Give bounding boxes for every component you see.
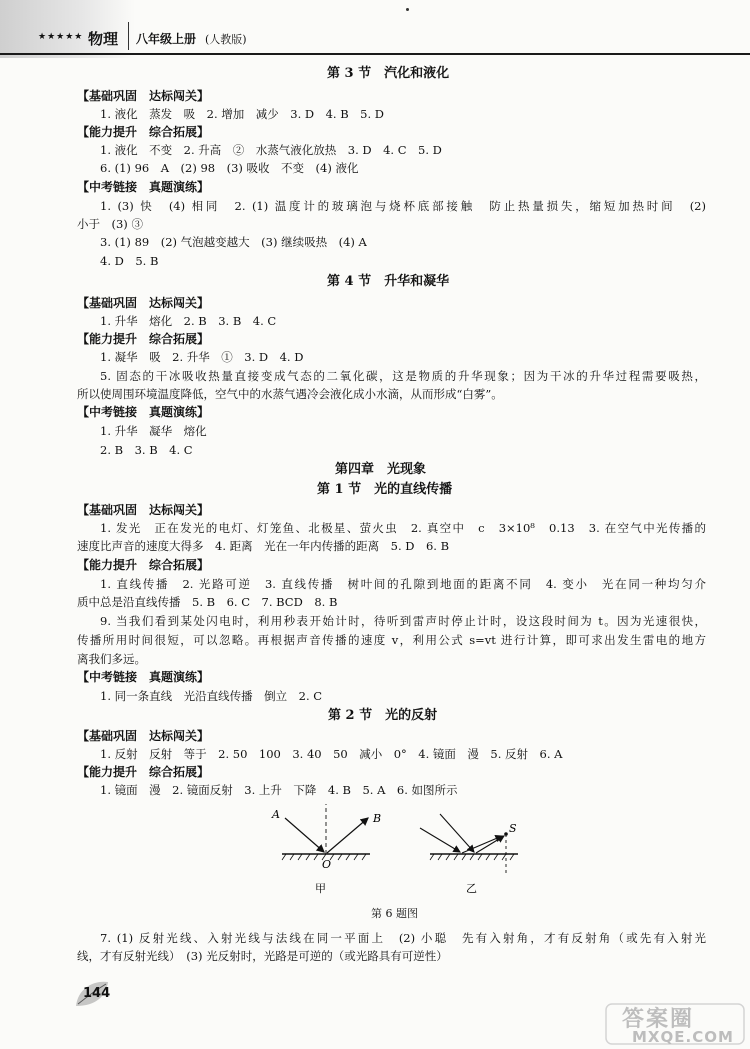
- mirror-hatching: [430, 854, 514, 860]
- answer-line: 2. B 3. B 4. C: [100, 443, 193, 457]
- header-rule: [0, 53, 750, 55]
- section-title: 第 2 节 光的反射: [328, 708, 438, 723]
- answer-line: 1. 液化 不变 2. 升高 ② 水蒸气液化放热 3. D 4. C 5. D: [100, 143, 442, 157]
- subsection-tag: 【基础巩固 达标闯关】: [77, 296, 210, 310]
- label-b: B: [373, 812, 382, 825]
- header-divider: [128, 22, 129, 50]
- answer-line: 1. 升华 凝华 熔化: [100, 424, 207, 438]
- subsection-tag: 【基础巩固 达标闯关】: [77, 729, 210, 743]
- answer-line: 1. 镜面 漫 2. 镜面反射 3. 上升 下降 4. B 5. A 6. 如图所示: [100, 783, 458, 797]
- answer-line: 离我们多远。: [77, 652, 146, 666]
- diagram-jia: [271, 804, 381, 895]
- answer-line: 1. 发光 正在发光的电灯、灯笼鱼、北极星、萤火虫 2. 真空中 c 3×10⁸ 0.13 3. 在空气中光传播的: [100, 521, 706, 535]
- answer-line: 6. (1) 96 A (2) 98 (3) 吸收 不变 (4) 液化: [100, 161, 359, 175]
- page-header: [0, 0, 750, 58]
- point-s: [504, 832, 508, 836]
- answer-line: 1. 凝华 吸 2. 升华 ① 3. D 4. D: [100, 350, 304, 364]
- answer-line: 线，才有反射光线） (3) 光反射时，光路是可逆的（或光路具有可逆性）: [77, 949, 448, 963]
- incident-ray: [440, 814, 474, 852]
- incident-ray: [285, 818, 324, 852]
- label-s: S: [509, 822, 517, 835]
- answer-line: 3. (1) 89 (2) 气泡越变越大 (3) 继续吸热 (4) A: [100, 235, 367, 249]
- answer-line: 5. 固态的干冰吸收热量直接变成气态的二氧化碳，这是物质的升华现象；因为干冰的升华过程需要吸热，: [100, 369, 706, 383]
- reflection-figure: [270, 800, 530, 900]
- answer-line: 质中总是沿直线传播 5. B 6. C 7. BCD 8. B: [77, 595, 338, 609]
- figure-caption: 第 6 题图: [371, 907, 418, 920]
- reflected-ray: [327, 818, 368, 853]
- header-dot: [406, 8, 409, 11]
- answer-line: 1. (3) 快 (4) 相同 2. (1) 温度计的玻璃泡与烧杯底部接触 防止热量损失，缩短加热时间 (2): [100, 199, 706, 213]
- label-o: O: [322, 858, 332, 871]
- label-yi: 乙: [466, 882, 477, 895]
- answer-line: 小于 (3) ③: [77, 217, 143, 231]
- subsection-tag: 【中考链接 真题演练】: [77, 180, 210, 194]
- label-jia: 甲: [315, 882, 326, 895]
- watermark-bottom-text: MXQE.COM: [632, 1028, 734, 1046]
- answer-line: 传播所用时间很短，可以忽略。再根据声音传播的速度 v，利用公式 s=vt 进行计算，即可求出发生雷电的地方: [77, 633, 706, 647]
- answer-line: 速度比声音的速度大得多 4. 距离 光在一年内传播的距离 5. D 6. B: [77, 539, 450, 553]
- subsection-tag: 【能力提升 综合拓展】: [77, 765, 210, 779]
- answer-line: 1. 液化 蒸发 吸 2. 增加 减少 3. D 4. B 5. D: [100, 107, 385, 121]
- answer-line: 1. 同一条直线 光沿直线传播 倒立 2. C: [100, 689, 323, 703]
- answer-line: 9. 当我们看到某处闪电时，利用秒表开始计时，待听到雷声时停止计时，设这段时间为 t。因为光速很快，: [100, 614, 706, 628]
- subsection-tag: 【中考链接 真题演练】: [77, 670, 210, 684]
- subsection-tag: 【能力提升 综合拓展】: [77, 125, 210, 139]
- watermark-top-text: 答案圈: [622, 1007, 695, 1032]
- answer-line: 1. 直线传播 2. 光路可逆 3. 直线传播 树叶间的孔隙到地面的距离不同 4. 变小 光在同一种均匀介: [100, 577, 706, 591]
- section-title: 第 1 节 光的直线传播: [317, 482, 453, 497]
- subsection-tag: 【中考链接 真题演练】: [77, 405, 210, 419]
- page-number: 144: [83, 986, 111, 1001]
- answer-line: 1. 反射 反射 等于 2. 50 100 3. 40 50 减小 0° 4. 镜面 漫 5. 反射 6. A: [100, 747, 563, 761]
- subsection-tag: 【基础巩固 达标闯关】: [77, 89, 210, 103]
- header-edition: (人教版): [205, 33, 247, 46]
- answer-line: 7. (1) 反射光线、入射光线与法线在同一平面上 (2) 小聪 先有入射角，才有反射角（或先有入射光: [100, 931, 706, 945]
- answer-line: 所以使周围环境温度降低，空气中的水蒸气遇冷会液化成小水滴，从而形成“白雾”。: [77, 387, 503, 401]
- label-a: A: [272, 808, 280, 821]
- diagram-yi: [420, 814, 518, 895]
- section-title: 第 3 节 汽化和液化: [327, 66, 450, 81]
- reflection-diagrams: [270, 800, 530, 900]
- subsection-tag: 【能力提升 综合拓展】: [77, 558, 210, 572]
- incident-ray: [420, 828, 460, 852]
- header-grade: 八年级上册: [136, 32, 197, 46]
- header-subject: 物理: [88, 30, 119, 48]
- answer-line: 1. 升华 熔化 2. B 3. B 4. C: [100, 314, 277, 328]
- subsection-tag: 【基础巩固 达标闯关】: [77, 503, 210, 517]
- section-title: 第 4 节 升华和凝华: [327, 274, 450, 289]
- answer-line: 4. D 5. B: [100, 254, 159, 268]
- chapter-title: 第四章 光现象: [335, 462, 427, 477]
- subsection-tag: 【能力提升 综合拓展】: [77, 332, 210, 346]
- header-stars: ★★★★★: [38, 32, 84, 42]
- reflected-ray: [476, 836, 504, 853]
